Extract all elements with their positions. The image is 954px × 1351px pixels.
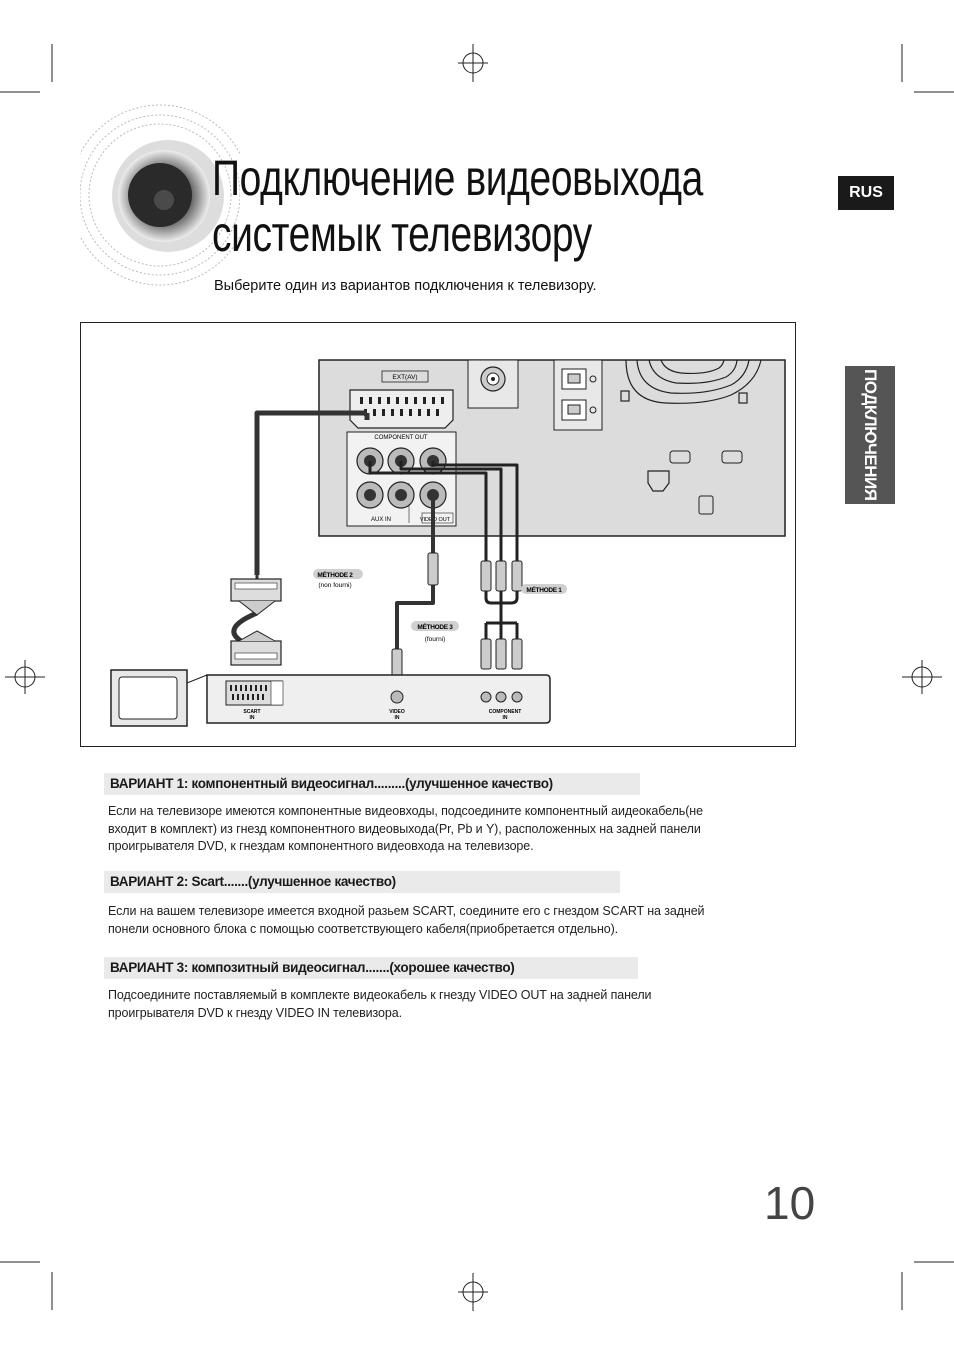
tv-video-in-jack — [391, 691, 403, 703]
variant-2-body — [108, 903, 768, 938]
tv-input-panel — [207, 675, 550, 723]
scart-plug-upper — [231, 579, 281, 615]
component-plug-3 — [512, 561, 522, 591]
tv-scart-label-line-1: SCART — [243, 709, 261, 715]
language-badge: RUS — [838, 176, 894, 210]
tv-video-label-line-1: VIDEO — [389, 709, 405, 715]
variant-3-heading: ВАРИАНТ 3: композитный видеосигнал.......(хорошее качество) — [104, 957, 638, 979]
tv-component-in-jacks — [481, 692, 522, 702]
page-title — [212, 150, 703, 262]
video-out-label: VIDEO OUT — [419, 517, 451, 523]
composite-plug-upper — [428, 553, 438, 585]
page-subtitle: Выберите один из вариантов подключения к телевизору. — [214, 278, 597, 294]
variant-1-line: входит в комплект) из гнезд компонентного видеовыхода(Pr, Pb и Y), расположенных на задней панели — [108, 821, 701, 836]
variant-2-line: Если на вашем телевизоре имеется входной разьем SCART, соедините его с гнездом SCART на задней — [108, 904, 705, 918]
main-unit-back-panel — [319, 360, 785, 536]
component-plug-6 — [512, 639, 522, 669]
ext-av-label: EXT(AV) — [392, 374, 418, 381]
method-3-callout — [411, 621, 459, 643]
method-2-label: MÉTHODE 2 — [317, 572, 353, 579]
variant-2-line: понели основного блока с помощью соответствующего кабеля(приобретается отдельно). — [108, 921, 619, 936]
variant-1-heading: ВАРИАНТ 1: компонентный видеосигнал.........(улучшенное качество) — [104, 773, 640, 795]
component-plug-5 — [496, 639, 506, 669]
variant-1-line: проигрывателя DVD, к гнездам компонентного видеовхода на телевизоре. — [108, 839, 534, 853]
variant-3-body — [108, 987, 768, 1022]
aux-in-label: AUX IN — [370, 517, 392, 523]
av-jack-block — [347, 432, 456, 526]
variant-2-heading: ВАРИАНТ 2: Scart.......(улучшенное качество) — [104, 871, 620, 893]
connection-diagram — [81, 323, 795, 746]
component-plug-4 — [481, 639, 491, 669]
method-1-callout — [521, 584, 567, 594]
method-2-note: (non fourni) — [318, 582, 352, 589]
page-title-line-1: Подключение видеовыхода — [212, 150, 703, 206]
method-3-note: (fourni) — [424, 636, 446, 643]
component-out-label: COMPONENT OUT — [374, 435, 428, 441]
tv-scart-label-line-2: IN — [249, 715, 255, 721]
method-2-callout — [313, 569, 363, 589]
page-number: 10 — [764, 1177, 816, 1229]
component-plug-2 — [496, 561, 506, 591]
section-tab-label: ПОДКЛЮЧЕНИЯ — [861, 369, 880, 501]
variant-1-body — [108, 803, 768, 856]
method-3-label: MÉTHODE 3 — [417, 624, 453, 631]
section-tab — [845, 366, 895, 504]
page-title-line-2: системык телевизору — [212, 206, 592, 262]
tv-component-label-line-2: IN — [502, 715, 508, 721]
variant-1-line: Если на телевизоре имеются компонентные видеовходы, подсоедините компонентный аидеокабель(не — [108, 804, 703, 818]
tv-video-label-line-2: IN — [394, 715, 400, 721]
tv-component-label-line-1: COMPONENT — [488, 709, 522, 715]
variant-3-line: Подсоедините поставляемый в комплекте видеокабель к гнезду VIDEO OUT на задней панели — [108, 988, 652, 1002]
variant-3-line: проигрывателя DVD к гнезду VIDEO IN телевизора. — [108, 1005, 402, 1020]
television-icon — [111, 670, 207, 726]
component-plug-1 — [481, 561, 491, 591]
method-1-label: MÉTHODE 1 — [526, 587, 562, 594]
